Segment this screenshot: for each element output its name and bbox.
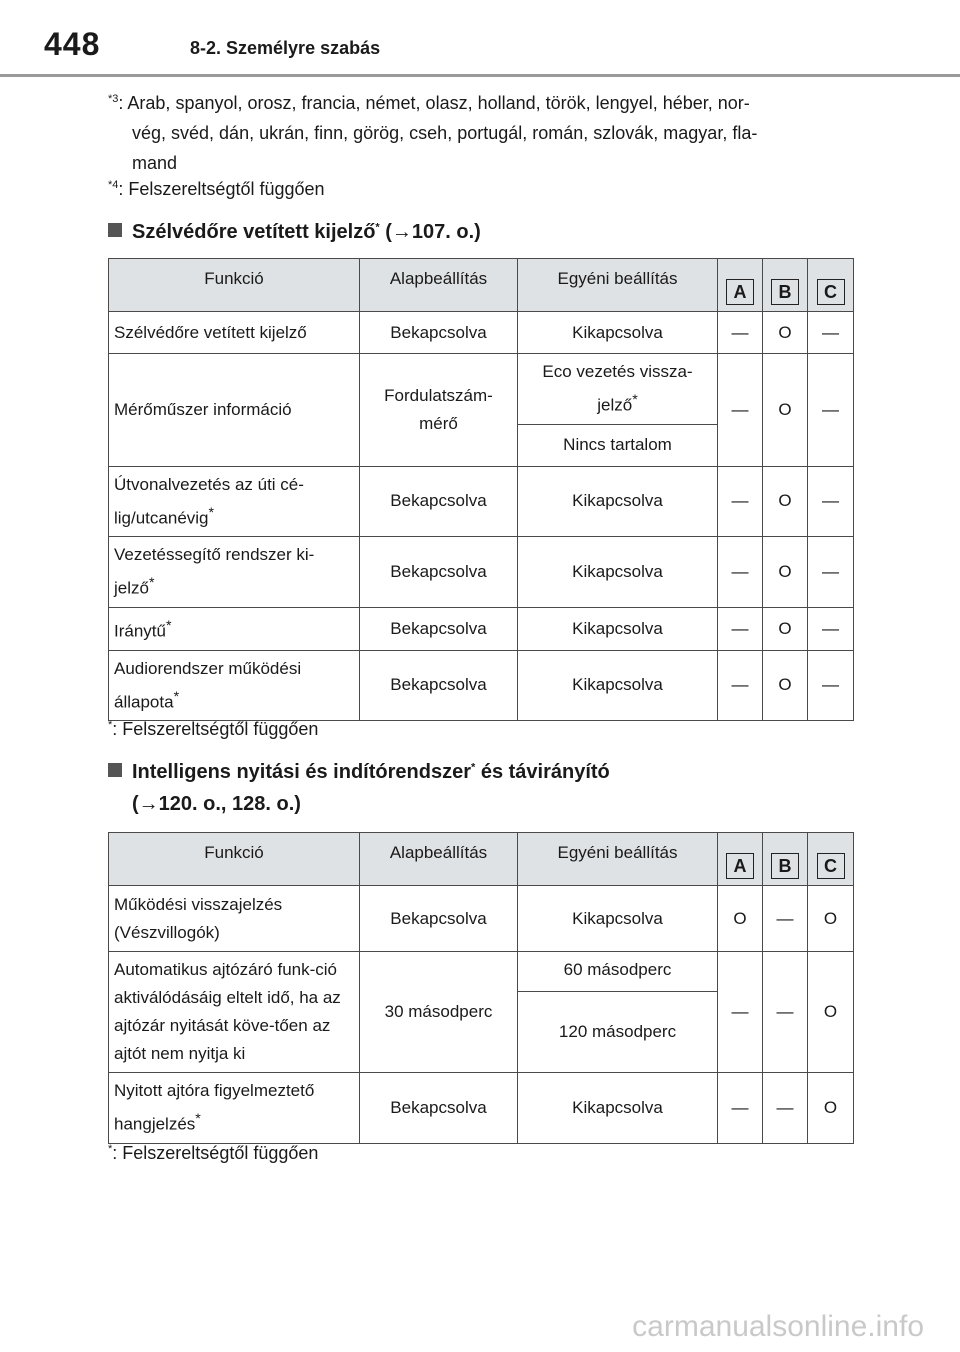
- column-header-b: B: [763, 259, 808, 312]
- bullet-square-icon: [108, 223, 122, 237]
- table-row: Szélvédőre vetített kijelző Bekapcsolva Kikapcsolva — O —: [109, 312, 854, 354]
- column-header-default: Alapbeállítás: [360, 259, 518, 312]
- section-heading-smart-entry: Intelligens nyitási és indítórendszer* és távirányító (→120. o., 128. o.): [108, 756, 610, 820]
- table-row: Útvonalvezetés az úti cé-lig/utcanévig* Bekapcsolva Kikapcsolva — O —: [109, 466, 854, 537]
- table-row: Vezetéssegítő rendszer ki-jelző* Bekapcsolva Kikapcsolva — O —: [109, 537, 854, 608]
- table2-footnote: *: Felszereltségtől függően: [108, 1143, 319, 1163]
- smart-entry-settings-table: [108, 832, 854, 1144]
- column-header-function: Funkció: [109, 259, 360, 312]
- column-header-b: B: [763, 833, 808, 886]
- column-header-c: C: [808, 259, 854, 312]
- column-header-function: Funkció: [109, 833, 360, 886]
- table-row: Iránytű* Bekapcsolva Kikapcsolva — O —: [109, 607, 854, 650]
- table-header-row: [109, 259, 854, 312]
- section-heading-hud: Szélvédőre vetített kijelző* (→107. o.): [108, 216, 481, 248]
- page-number: 448: [44, 26, 101, 62]
- column-header-c: C: [808, 833, 854, 886]
- column-header-custom: Egyéni beállítás: [518, 833, 718, 886]
- table1-footnote: *: Felszereltségtől függően: [108, 719, 319, 739]
- table-header-row: [109, 833, 854, 886]
- table-row: Nincs tartalom: [109, 424, 854, 466]
- column-header-custom: Egyéni beállítás: [518, 259, 718, 312]
- header-divider: [0, 74, 960, 77]
- section-title: 8-2. Személyre szabás: [190, 38, 381, 58]
- page-header: [0, 0, 960, 78]
- column-header-a: A: [718, 259, 763, 312]
- watermark: carmanualsonline.info: [632, 1310, 924, 1343]
- table-row: Automatikus ajtózáró funk-ció aktiválódásáig eltelt idő, ha az ajtózár nyitását köve-tően az ajtót nem nyitja ki 30 másodperc 60 másodperc — — O: [109, 952, 854, 992]
- table-row: Audiorendszer működési állapota* Bekapcsolva Kikapcsolva — O —: [109, 650, 854, 721]
- table-row: Működési visszajelzés (Vészvillogók) Bekapcsolva Kikapcsolva O — O: [109, 886, 854, 952]
- column-header-a: A: [718, 833, 763, 886]
- bullet-square-icon: [108, 763, 122, 777]
- footnote-4: $^{*4}$: Felszereltségtől függően: [108, 179, 325, 199]
- table-row: Mérőműszer információ Fordulatszám-mérő Eco vezetés vissza-jelző* — O —: [109, 354, 854, 425]
- hud-settings-table: [108, 258, 854, 721]
- table-row: 120 másodperc: [109, 992, 854, 1073]
- column-header-default: Alapbeállítás: [360, 833, 518, 886]
- table-row: Nyitott ajtóra figyelmeztető hangjelzés* Bekapcsolva Kikapcsolva — — O: [109, 1073, 854, 1144]
- footnote-3: $^{*3}$: Arab, spanyol, orosz, francia, német, olasz, holland, török, lengyel, héber, nor- vég, svéd, dán, ukrán, finn, görög, cseh, portugál, román, szlovák, magyar, fla- mand: [108, 93, 758, 173]
